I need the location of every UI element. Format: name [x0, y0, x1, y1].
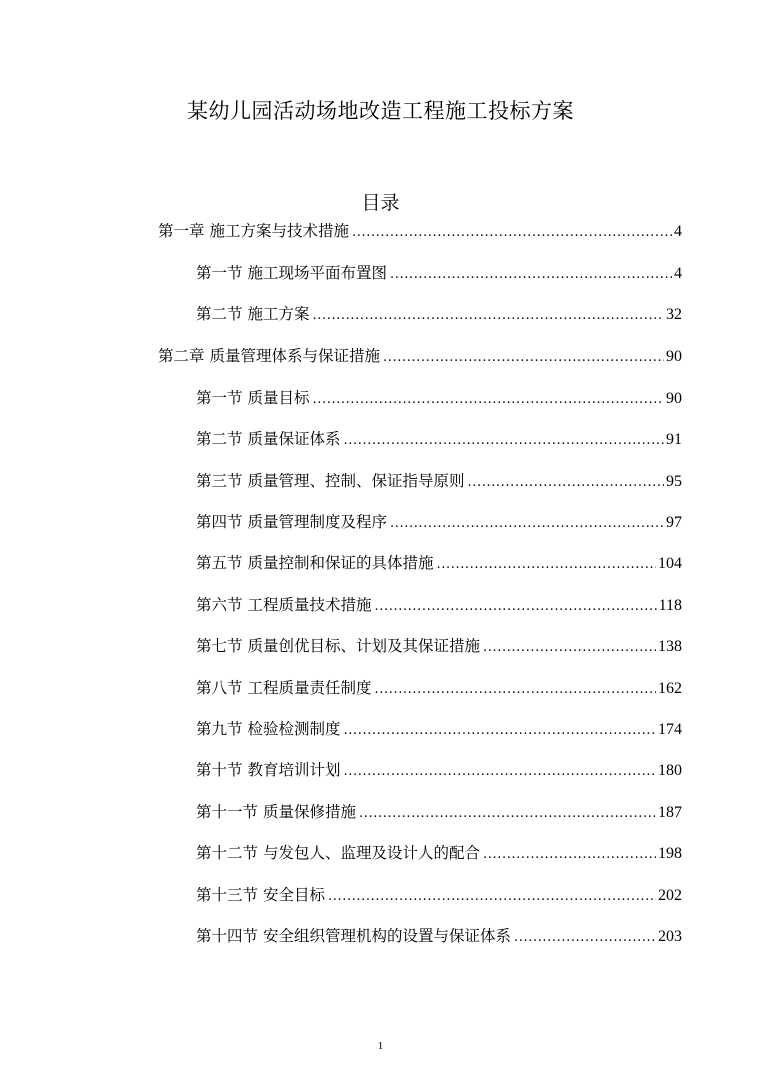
toc-entry[interactable]: [196, 717, 682, 741]
toc-leader-dots: [390, 263, 672, 287]
toc-entry-title: 工程质量责任制度: [247, 679, 372, 697]
toc-leader-dots: [468, 471, 664, 495]
toc-entry[interactable]: [196, 841, 682, 865]
toc-leader-dots: [359, 802, 656, 826]
toc-leader-dots: [344, 760, 656, 784]
toc-entry-number: 第一章: [158, 222, 205, 240]
toc-entry-number: 第二章: [158, 347, 205, 365]
document-title: 某幼儿园活动场地改造工程施工投标方案: [187, 99, 574, 123]
toc-entry-page: 91: [666, 431, 682, 448]
toc-leader-dots: [344, 429, 664, 453]
toc-entry-number: 第四节: [196, 513, 243, 531]
toc-entry-title: 与发包人、监理及设计人的配合: [263, 844, 481, 862]
toc-entry-title: 质量创优目标、计划及其保证措施: [247, 637, 481, 655]
toc-entry-title: 质量管理体系与保证措施: [209, 347, 381, 365]
toc-entry-title: 施工现场平面布置图: [247, 264, 388, 282]
toc-entry-title: 安全目标: [263, 886, 326, 904]
toc-leader-dots: [514, 926, 656, 950]
toc-entry-number: 第十三节: [196, 886, 259, 904]
toc-entry-page: 4: [674, 265, 682, 282]
toc-entry-number: 第六节: [196, 596, 243, 614]
toc-entry-title: 质量保修措施: [263, 803, 357, 821]
toc-leader-dots: [313, 388, 664, 412]
toc-leader-dots: [375, 595, 657, 619]
toc-entry[interactable]: [196, 593, 682, 617]
toc-entry-title: 施工方案: [247, 305, 310, 323]
toc-entry-page: 90: [666, 348, 682, 365]
toc-leader-dots: [328, 885, 656, 909]
toc-entry-title: 质量管理、控制、保证指导原则: [247, 472, 465, 490]
toc-entry[interactable]: [196, 676, 682, 700]
toc-entry-title: 教育培训计划: [247, 761, 341, 779]
toc-entry-title: 质量控制和保证的具体措施: [247, 554, 434, 572]
toc-entry-number: 第九节: [196, 720, 243, 738]
toc-entry-page: 90: [666, 390, 682, 407]
toc-entry-number: 第一节: [196, 264, 243, 282]
toc-entry-page: 174: [658, 721, 682, 738]
toc-entry-number: 第七节: [196, 637, 243, 655]
toc-entry-title: 施工方案与技术措施: [209, 222, 350, 240]
toc-entry-title: 检验检测制度: [247, 720, 341, 738]
toc-entry[interactable]: [196, 551, 682, 575]
toc-entry-page: 32: [666, 306, 682, 323]
toc-leader-dots: [437, 553, 656, 577]
toc-entry-page: 187: [658, 804, 682, 821]
toc-entry-number: 第五节: [196, 554, 243, 572]
toc-entry[interactable]: [196, 261, 682, 285]
toc-leader-dots: [390, 512, 664, 536]
toc-entry[interactable]: [196, 883, 682, 907]
toc-entry[interactable]: [158, 219, 682, 243]
toc-entry-number: 第一节: [196, 389, 243, 407]
toc-entry-page: 203: [658, 928, 682, 945]
toc-entry-page: 162: [658, 680, 682, 697]
toc-entry-page: 198: [658, 845, 682, 862]
toc-entry-page: 95: [666, 473, 682, 490]
toc-entry-title: 质量目标: [247, 389, 310, 407]
toc-entry[interactable]: [158, 344, 682, 368]
toc-entry-title: 安全组织管理机构的设置与保证体系: [263, 927, 512, 945]
toc-leader-dots: [383, 346, 664, 370]
toc-leader-dots: [344, 719, 656, 743]
toc-entry[interactable]: [196, 386, 682, 410]
toc-entry-page: 202: [658, 887, 682, 904]
toc-leader-dots: [313, 304, 664, 328]
toc-entry-page: 138: [658, 638, 682, 655]
toc-entry[interactable]: [196, 924, 682, 948]
toc-entry[interactable]: [196, 510, 682, 534]
toc-entry-page: 180: [658, 762, 682, 779]
toc-entry-number: 第十一节: [196, 803, 259, 821]
toc-entry-page: 118: [658, 597, 682, 614]
toc-entry-title: 工程质量技术措施: [247, 596, 372, 614]
toc-entry-page: 104: [658, 555, 682, 572]
toc-entry[interactable]: [196, 469, 682, 493]
toc-heading: 目录: [361, 192, 400, 214]
toc-entry-number: 第十二节: [196, 844, 259, 862]
toc-entry[interactable]: [196, 758, 682, 782]
toc-entry-title: 质量管理制度及程序: [247, 513, 388, 531]
toc-entry-page: 97: [666, 514, 682, 531]
page-number: 1: [377, 1040, 384, 1052]
toc-entry[interactable]: [196, 800, 682, 824]
toc-entry-number: 第十节: [196, 761, 243, 779]
toc-entry-number: 第十四节: [196, 927, 259, 945]
toc-entry[interactable]: [196, 427, 682, 451]
toc-entry-number: 第二节: [196, 305, 243, 323]
toc-entry-number: 第二节: [196, 430, 243, 448]
toc-leader-dots: [375, 678, 656, 702]
toc-entry[interactable]: [196, 302, 682, 326]
toc-leader-dots: [483, 843, 656, 867]
toc-entry-number: 第三节: [196, 472, 243, 490]
toc-entry-title: 质量保证体系: [247, 430, 341, 448]
toc-leader-dots: [483, 636, 656, 660]
toc-entry[interactable]: [196, 634, 682, 658]
toc-entry-number: 第八节: [196, 679, 243, 697]
toc-leader-dots: [352, 221, 672, 245]
toc-entry-page: 4: [674, 223, 682, 240]
